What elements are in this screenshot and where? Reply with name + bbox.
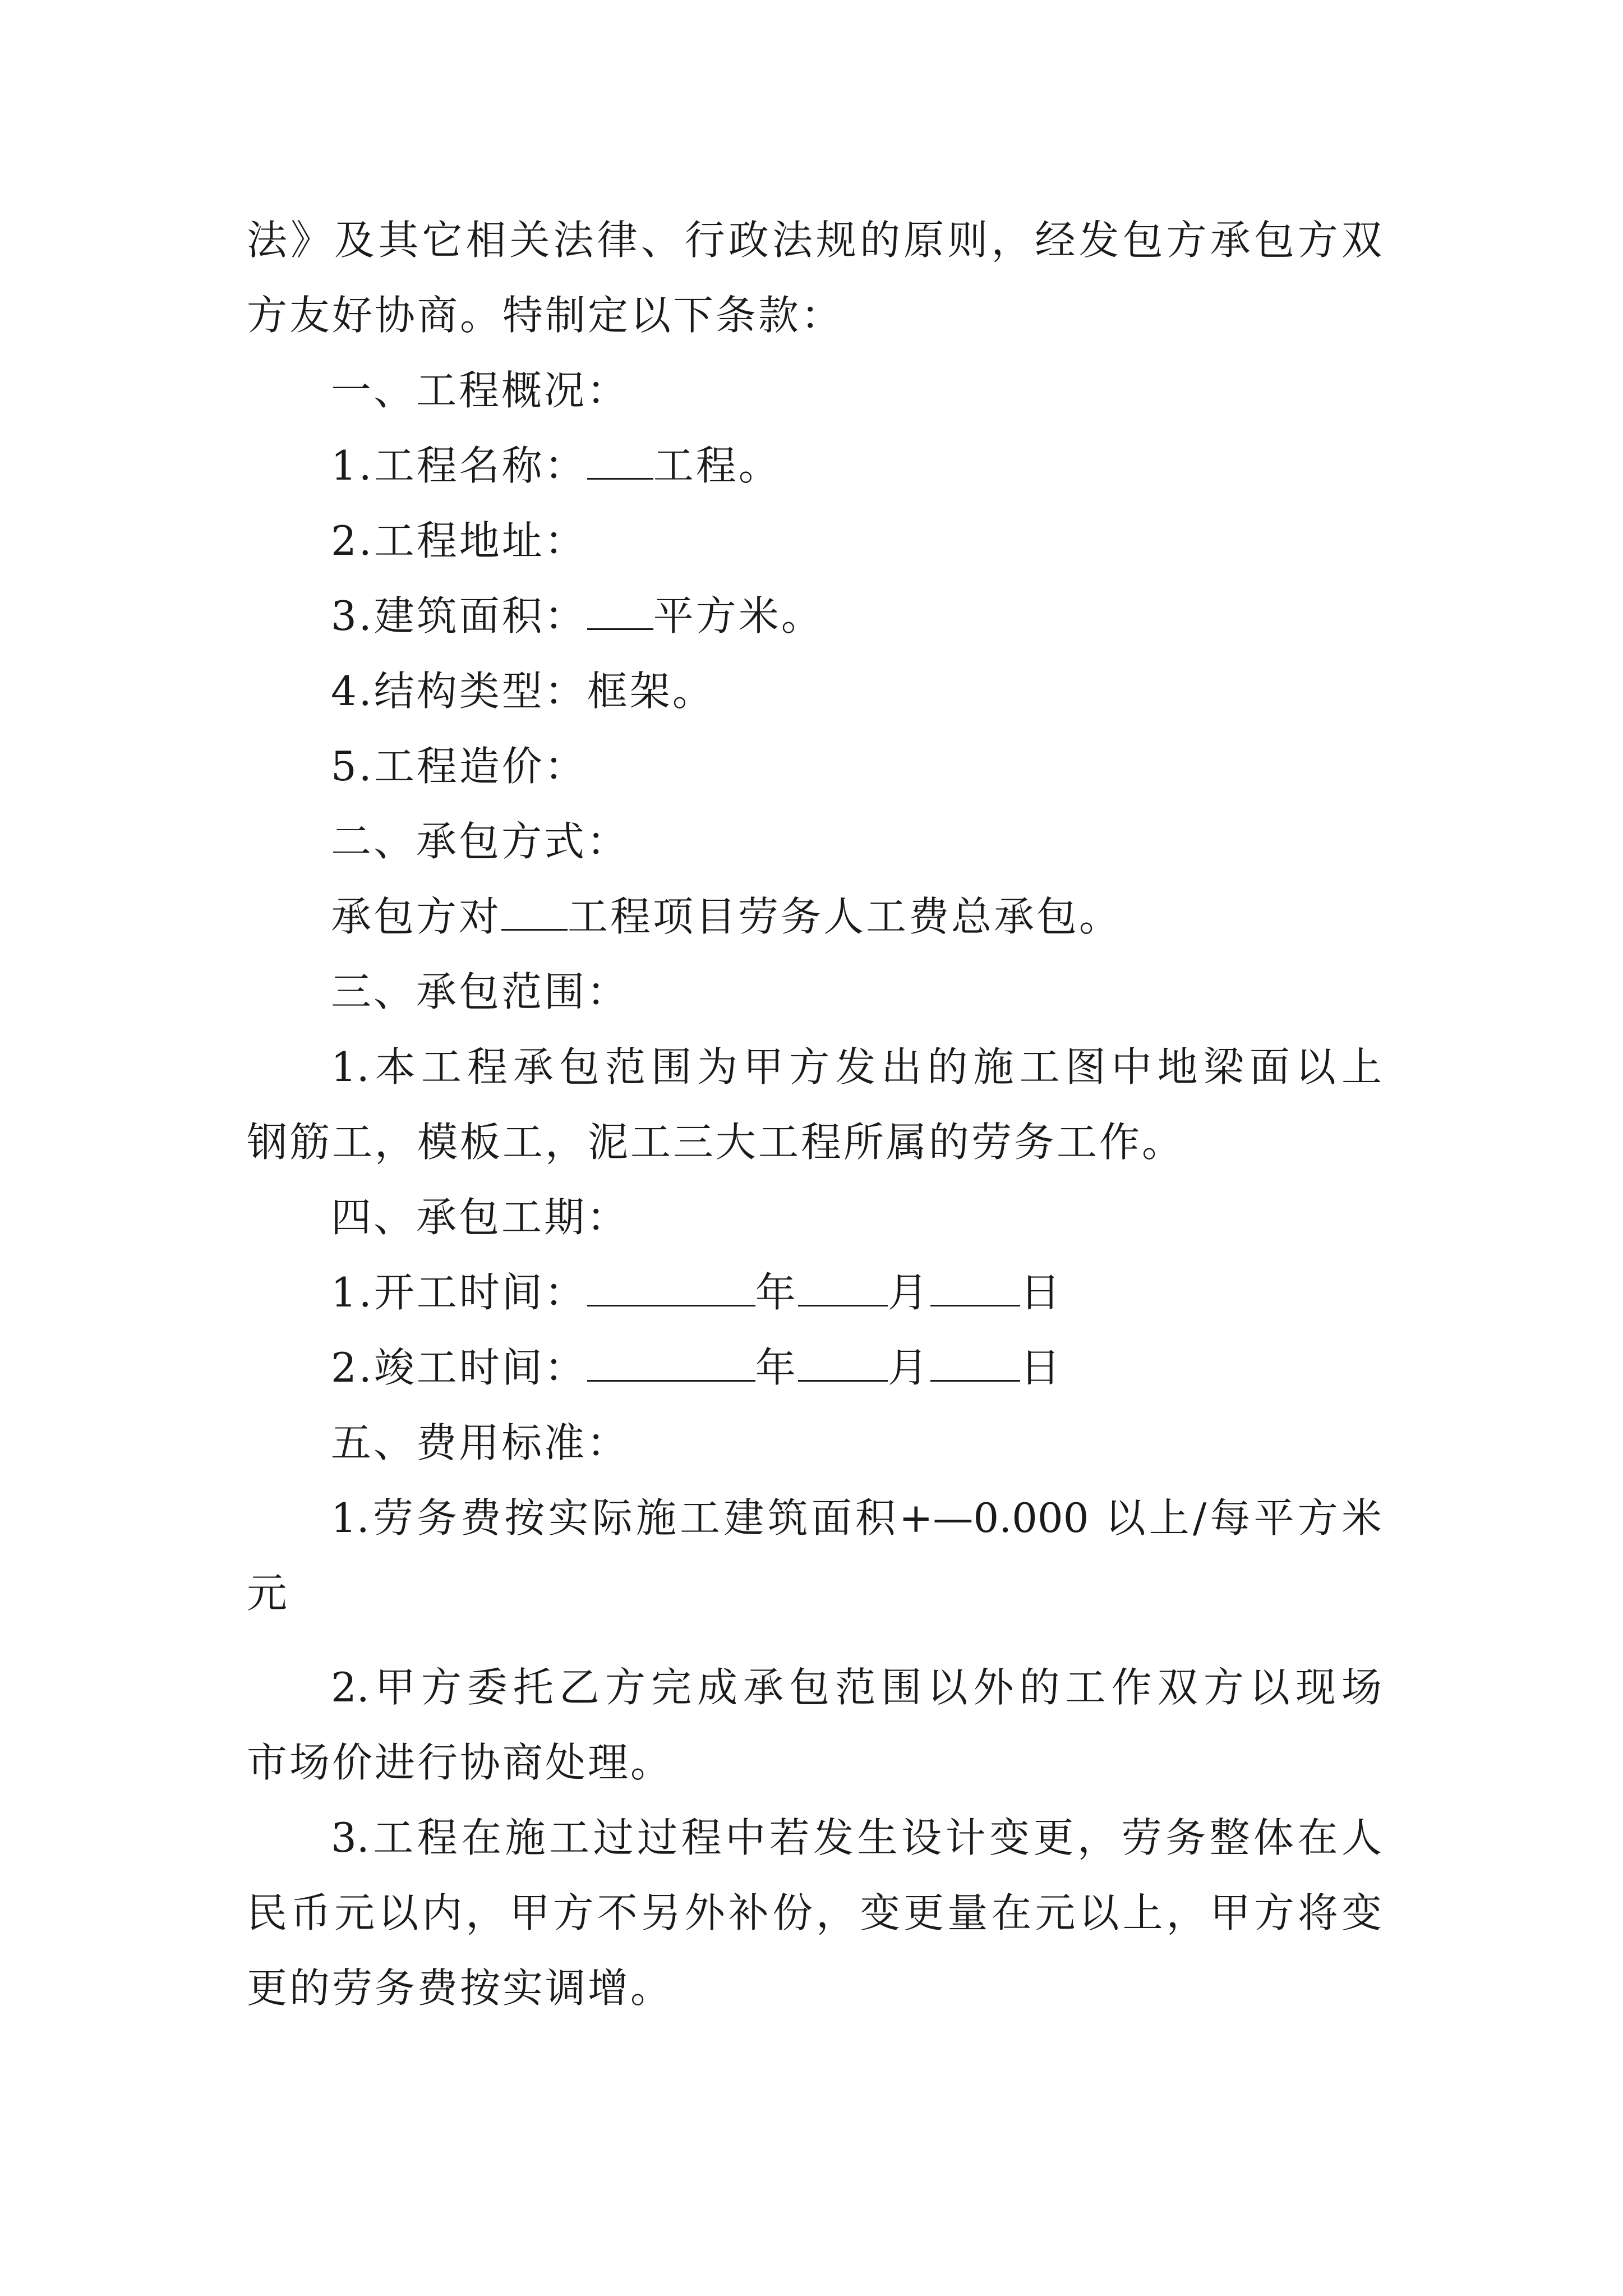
completion-year-unit: 年 [755,1344,798,1391]
start-year-unit: 年 [755,1269,798,1316]
building-area-blank [587,593,653,630]
fee-item-3-line-2: 民币元以内，甲方不另外补份，变更量在元以上，甲方将变 [247,1889,1382,1936]
start-month-blank [798,1270,888,1306]
completion-day-blank [930,1345,1020,1382]
contract-method-blank [501,894,568,931]
contract-method-prefix: 承包方对 [331,893,502,940]
start-date-line [331,1264,1063,1320]
project-name-suffix: 工程。 [653,442,781,489]
start-year-blank [587,1270,755,1306]
project-cost-line: 5.工程造价： [331,743,587,790]
section-heading-contract-method: 二、承包方式： [331,818,630,865]
scope-line-2: 钢筋工，模板工，泥工三大工程所属的劳务工作。 [247,1119,1185,1166]
fee-item-3-line-3: 更的劳务费按实调增。 [247,1964,674,2012]
contract-method-line [331,889,1122,945]
section-heading-fees: 五、费用标准： [331,1419,630,1466]
project-name-blank [587,443,653,480]
start-day-blank [930,1270,1020,1306]
scope-line-1: 1.本工程承包范围为甲方发出的施工图中地梁面以上 [331,1043,1382,1091]
building-area-label: 3.建筑面积： [331,592,587,639]
fee-item-2-line-1: 2.甲方委托乙方完成承包范围以外的工作双方以现场 [331,1664,1382,1711]
building-area-line [331,588,824,644]
project-name-line [331,438,781,494]
section-heading-schedule: 四、承包工期： [331,1194,630,1241]
start-date-label: 1.开工时间： [331,1269,587,1316]
start-month-unit: 月 [887,1269,930,1316]
project-name-label: 1.工程名称： [331,442,587,489]
completion-day-unit: 日 [1020,1344,1063,1391]
completion-date-label: 2.竣工时间： [331,1344,587,1391]
project-address-line: 2.工程地址： [331,517,587,564]
completion-month-unit: 月 [887,1344,930,1391]
fee-item-2-line-2: 市场价进行协商处理。 [247,1739,674,1786]
fee-item-1-line-1: 1.劳务费按实际施工建筑面积+—0.000 以上/每平方米 [331,1494,1382,1542]
building-area-suffix: 平方米。 [653,592,824,639]
fee-item-1-line-2: 元 [247,1570,290,1617]
fee-item-3-line-1: 3.工程在施工过过程中若发生设计变更，劳务整体在人 [331,1814,1382,1861]
completion-year-blank [587,1345,755,1382]
section-heading-scope: 三、承包范围： [331,968,630,1015]
completion-date-line [331,1340,1063,1396]
structure-type-line: 4.结构类型：框架。 [331,668,715,715]
completion-month-blank [798,1345,888,1382]
paragraph-intro-line-2: 方友好协商。特制定以下条款： [247,292,844,339]
section-heading-overview: 一、工程概况： [331,367,630,414]
paragraph-intro-line-1: 法》及其它相关法律、行政法规的原则，经发包方承包方双 [247,217,1382,264]
contract-method-suffix: 工程项目劳务人工费总承包。 [568,893,1122,940]
start-day-unit: 日 [1020,1269,1063,1316]
